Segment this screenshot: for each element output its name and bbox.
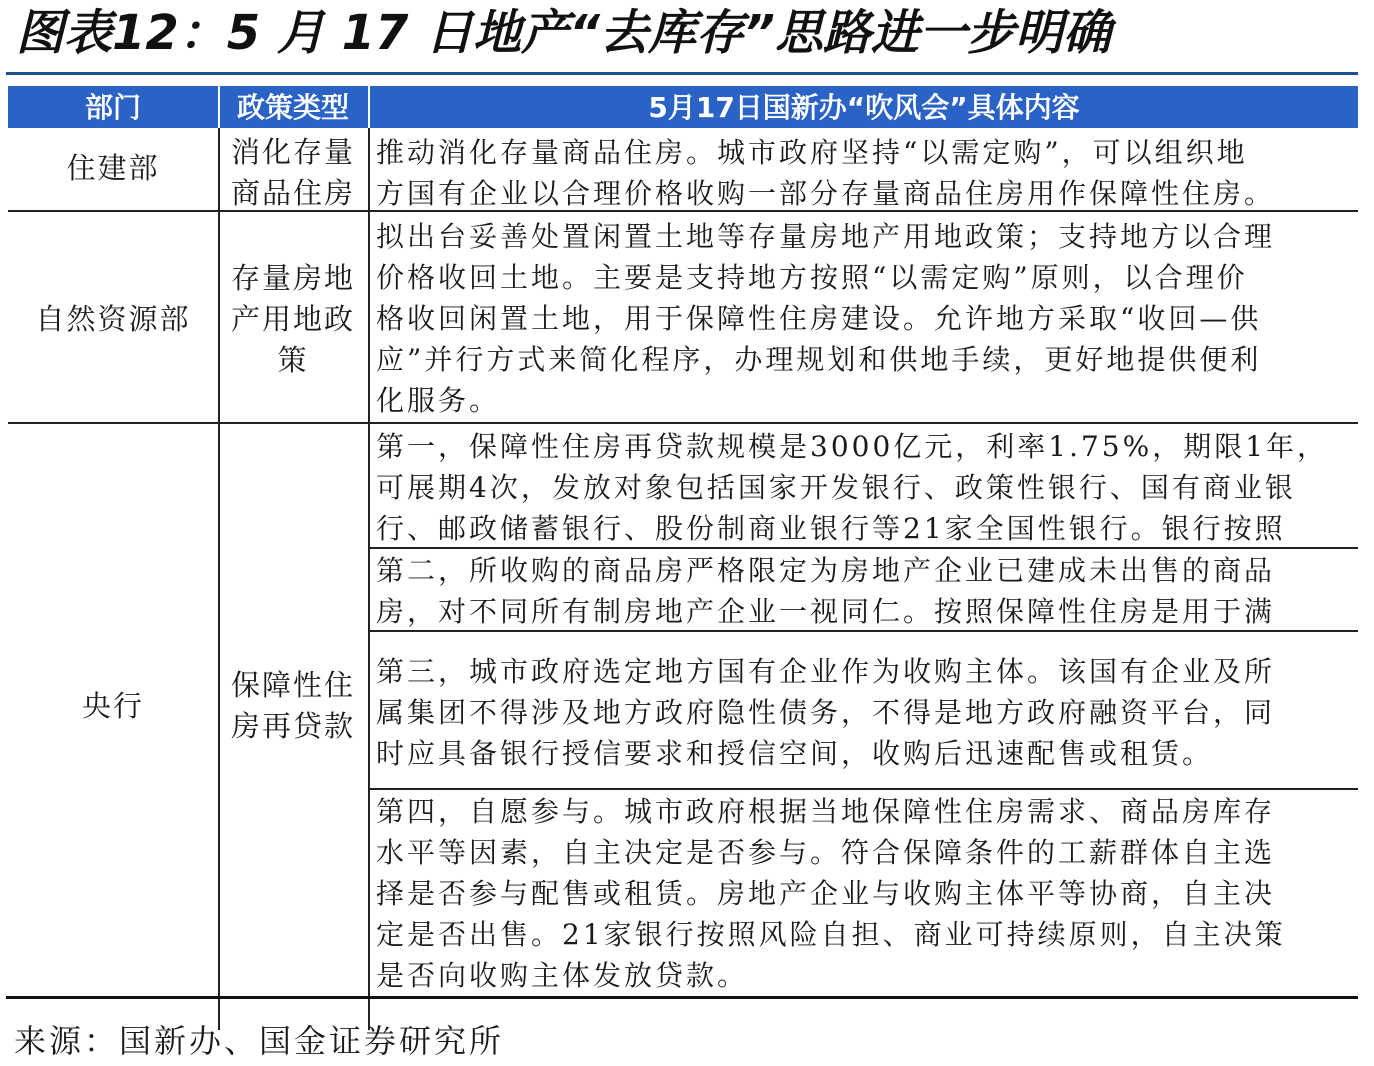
content-line: 是否向收购主体发放贷款。 — [376, 959, 749, 992]
policy-type-line: 产用地政 — [230, 302, 355, 336]
content-line: 行、邮政储蓄银行、股份制商业银行等21家全国性银行。银行按照 — [376, 512, 1286, 545]
content-line: 第三，城市政府选定地方国有企业作为收购主体。该国有企业及所 — [376, 655, 1276, 688]
item-divider — [370, 788, 1358, 790]
row-divider — [8, 422, 1358, 424]
header-dept: 部门 — [84, 91, 141, 124]
item-divider — [370, 630, 1358, 632]
row-dept: 住建部 — [66, 151, 160, 185]
row-policy-type — [222, 258, 364, 381]
content-line: 格收回闲置土地，用于保障性住房建设。允许地方采取“收回—供 — [376, 302, 1262, 335]
row-dept: 自然资源部 — [35, 302, 191, 336]
content-line: 房，对不同所有制房地产企业一视同仁。按照保障性住房是用于满 — [376, 595, 1276, 628]
content-line: 推动消化存量商品住房。城市政府坚持“以需定购”，可以组织地 — [376, 136, 1248, 169]
policy-type-line: 消化存量 — [230, 135, 355, 169]
content-line: 价格收回土地。主要是支持地方按照“以需定购”原则，以合理价 — [376, 261, 1248, 294]
title-rule — [6, 72, 1358, 75]
column-divider — [218, 128, 220, 1030]
content-line: 方国有企业以合理价格收购一部分存量商品住房用作保障性住房。 — [376, 177, 1276, 210]
content-line: 第四，自愿参与。城市政府根据当地保障性住房需求、商品房库存 — [376, 795, 1276, 828]
row-policy-type — [222, 132, 364, 214]
content-line: 择是否参与配售或租赁。房地产企业与收购主体平等协商，自主决 — [376, 877, 1276, 910]
table-header — [8, 86, 1358, 128]
content-line: 第一，保障性住房再贷款规模是3000亿元，利率1.75%，期限1年， — [376, 430, 1329, 463]
item-content — [376, 550, 1358, 630]
policy-type-line: 商品住房 — [230, 176, 355, 210]
content-line: 属集团不得涉及地方政府隐性债务，不得是地方政府融资平台，同 — [376, 696, 1276, 729]
row-policy-type — [222, 665, 364, 747]
row-content — [376, 216, 1358, 421]
figure-title: 图表12：5 月 17 日地产“去库存”思路进一步明确 — [16, 5, 1111, 61]
item-content — [376, 791, 1358, 1001]
item-divider — [370, 547, 1358, 549]
content-line: 定是否出售。21家银行按照风险自担、商业可持续原则，自主决策 — [376, 918, 1286, 951]
item-content — [376, 426, 1358, 547]
row-content — [376, 132, 1358, 214]
content-line: 应”并行方式来简化程序，办理规划和供地手续，更好地提供便利 — [376, 343, 1262, 376]
policy-type-line: 房再贷款 — [230, 709, 355, 743]
header-policy-type: 政策类型 — [236, 91, 349, 124]
source-note: 来源：国新办、国金证券研究所 — [14, 1022, 505, 1060]
content-line: 时应具备银行授信要求和授信空间，收购后迅速配售或租赁。 — [376, 737, 1214, 770]
content-line: 可展期4次，发放对象包括国家开发银行、政策性银行、国有商业银 — [376, 471, 1296, 504]
table-bottom-rule — [6, 996, 1358, 999]
header-content: 5月17日国新办“吹风会”具体内容 — [648, 91, 1080, 124]
content-line: 水平等因素，自主决定是否参与。符合保障条件的工薪群体自主选 — [376, 836, 1276, 869]
row-dept: 央行 — [81, 689, 144, 723]
content-line: 拟出台妥善处置闲置土地等存量房地产用地政策；支持地方以合理 — [376, 220, 1276, 253]
policy-type-line: 策 — [277, 343, 309, 377]
content-line: 第二，所收购的商品房严格限定为房地产企业已建成未出售的商品 — [376, 554, 1276, 587]
policy-type-line: 存量房地 — [230, 261, 355, 295]
item-content — [376, 651, 1358, 776]
column-divider — [368, 128, 370, 1030]
policy-type-line: 保障性住 — [230, 668, 355, 702]
content-line: 化服务。 — [376, 384, 501, 417]
